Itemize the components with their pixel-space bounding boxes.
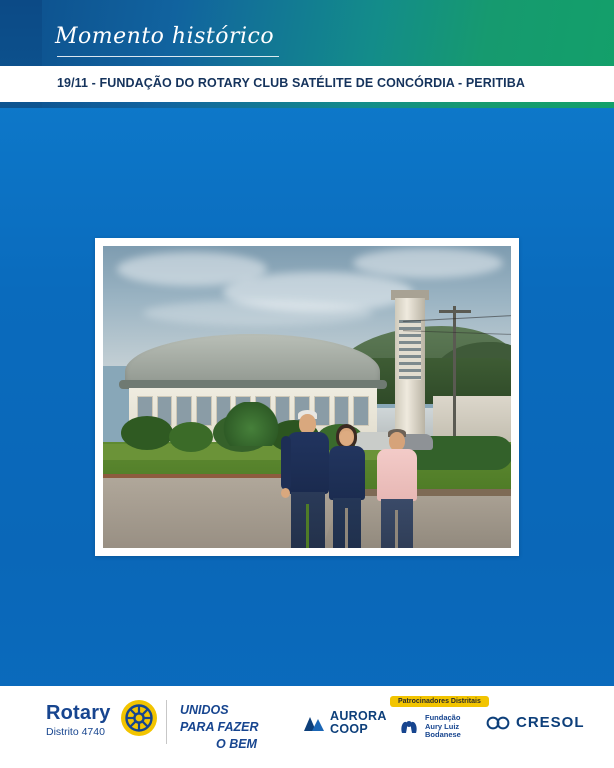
rotary-wheel-icon: [119, 698, 159, 743]
rotary-logo: [46, 698, 159, 743]
fundacao-line-3: Bodanese: [425, 730, 461, 740]
headline-text: 19/11 - FUNDAÇÃO DO ROTARY CLUB SATÉLITE DE CONCÓRDIA - PERITIBA: [57, 76, 526, 90]
person-leg-gap: [306, 504, 309, 548]
slogan-line-1: UNIDOS: [180, 703, 229, 717]
script-title-underline: [57, 56, 279, 57]
script-title: Momento histórico: [55, 24, 275, 49]
person-face: [340, 431, 353, 445]
utility-pole: [453, 306, 456, 456]
aurora-line-2: COOP: [330, 721, 369, 736]
slogan-line-3: O BEM: [216, 736, 257, 751]
person-leg-gap: [395, 510, 398, 548]
person-hand: [281, 488, 290, 498]
sponsors-badge: Patrocinadores Distritais: [390, 696, 489, 707]
slogan-line-2: PARA FAZER: [180, 719, 259, 734]
footer-bar: [0, 686, 614, 768]
photo-frame: [95, 238, 519, 556]
palm-plant: [223, 402, 279, 446]
person-torso: [287, 432, 329, 494]
aurora-line-1: AURORA: [330, 709, 387, 723]
rotary-logo-text: [46, 703, 111, 738]
person-leg-gap: [345, 508, 348, 548]
rotary-district: Distrito 4740: [46, 726, 105, 739]
cresol-infinity-icon: [486, 715, 510, 731]
footer-divider: [166, 700, 167, 744]
aurora-mountain-icon: [303, 713, 325, 733]
aurora-coop-logo: [303, 710, 387, 736]
person-torso: [329, 446, 365, 500]
aurora-coop-text: [330, 710, 387, 736]
person-head: [299, 414, 316, 434]
person-arm: [281, 436, 291, 490]
shrub: [121, 416, 173, 450]
fundacao-line-1: Fundação: [425, 713, 461, 722]
cresol-logo: [486, 714, 585, 731]
fundacao-line-2: Aury Luiz: [425, 721, 460, 731]
cloud: [353, 248, 503, 278]
event-photo: [103, 246, 511, 548]
cloud: [143, 300, 373, 326]
fundacao-hands-icon: [398, 717, 420, 737]
rotary-name: Rotary: [46, 702, 111, 725]
fundacao-logo: [398, 714, 461, 740]
rotary-slogan: [180, 702, 258, 753]
utility-pole-arm: [439, 310, 471, 313]
bell-tower-louvers: [399, 320, 421, 380]
fundacao-text: [425, 714, 461, 740]
shrub: [169, 422, 213, 452]
person-torso: [377, 449, 417, 501]
cresol-name: CRESOL: [516, 714, 585, 731]
